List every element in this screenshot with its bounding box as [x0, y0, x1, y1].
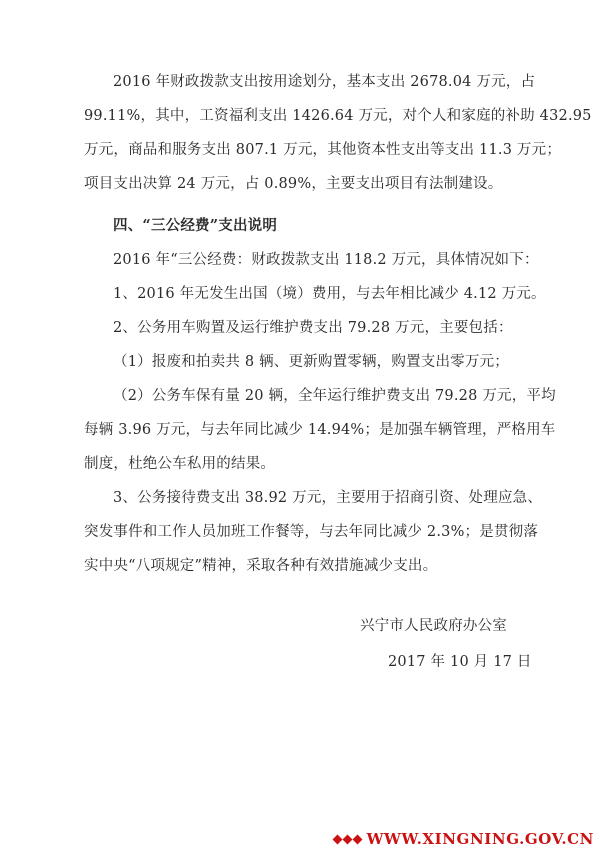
item3-line1: 3、公务接待费支出 38.92 万元，主要用于招商引资、处理应急、: [113, 490, 543, 506]
paragraph1-line4: 项目支出决算 24 万元，占 0.89%，主要支出项目有法制建设。: [84, 176, 503, 192]
diamond-decoration-icon: [334, 836, 361, 843]
item2-sub2-line3: 制度，杜绝公车私用的结果。: [84, 456, 276, 472]
item2-sub2-line2: 每辆 3.96 万元，与去年同比减少 14.94%；是加强车辆管理，严格用车: [84, 422, 556, 438]
watermark-url: WWW.XINGNING.GOV.CN: [366, 830, 594, 848]
section-intro: 2016 年“三公经费：财政拨款支出 118.2 万元，具体情况如下：: [113, 252, 539, 268]
paragraph1-line3: 万元，商品和服务支出 807.1 万元，其他资本性支出等支出 11.3 万元；: [84, 142, 562, 158]
item2-sub1: （1）报废和拍卖共 8 辆、更新购置零辆，购置支出零万元；: [113, 354, 509, 370]
item1: 1、2016 年无发生出国（境）费用，与去年相比减少 4.12 万元。: [113, 286, 546, 302]
item2: 2、公务用车购置及运行维护费支出 79.28 万元，主要包括：: [113, 320, 513, 336]
item3-line2: 突发事件和工作人员加班工作餐等，与去年同比减少 2.3%；是贯彻落: [84, 524, 539, 540]
item2-sub2-line1: （2）公务车保有量 20 辆，全年运行维护费支出 79.28 万元，平均: [113, 388, 556, 404]
paragraph1-line1: 2016 年财政拨款支出按用途划分，基本支出 2678.04 万元，占: [113, 74, 536, 90]
signature-organization: 兴宁市人民政府办公室: [360, 618, 507, 634]
section-heading: 四、“三公经费”支出说明: [113, 217, 278, 234]
paragraph1-line2: 99.11%，其中，工资福利支出 1426.64 万元，对个人和家庭的补助 432.95: [84, 108, 592, 124]
item3-line3: 实中央“八项规定”精神，采取各种有效措施减少支出。: [84, 558, 438, 574]
signature-date: 2017 年 10 月 17 日: [388, 654, 532, 670]
site-watermark: [334, 830, 594, 848]
